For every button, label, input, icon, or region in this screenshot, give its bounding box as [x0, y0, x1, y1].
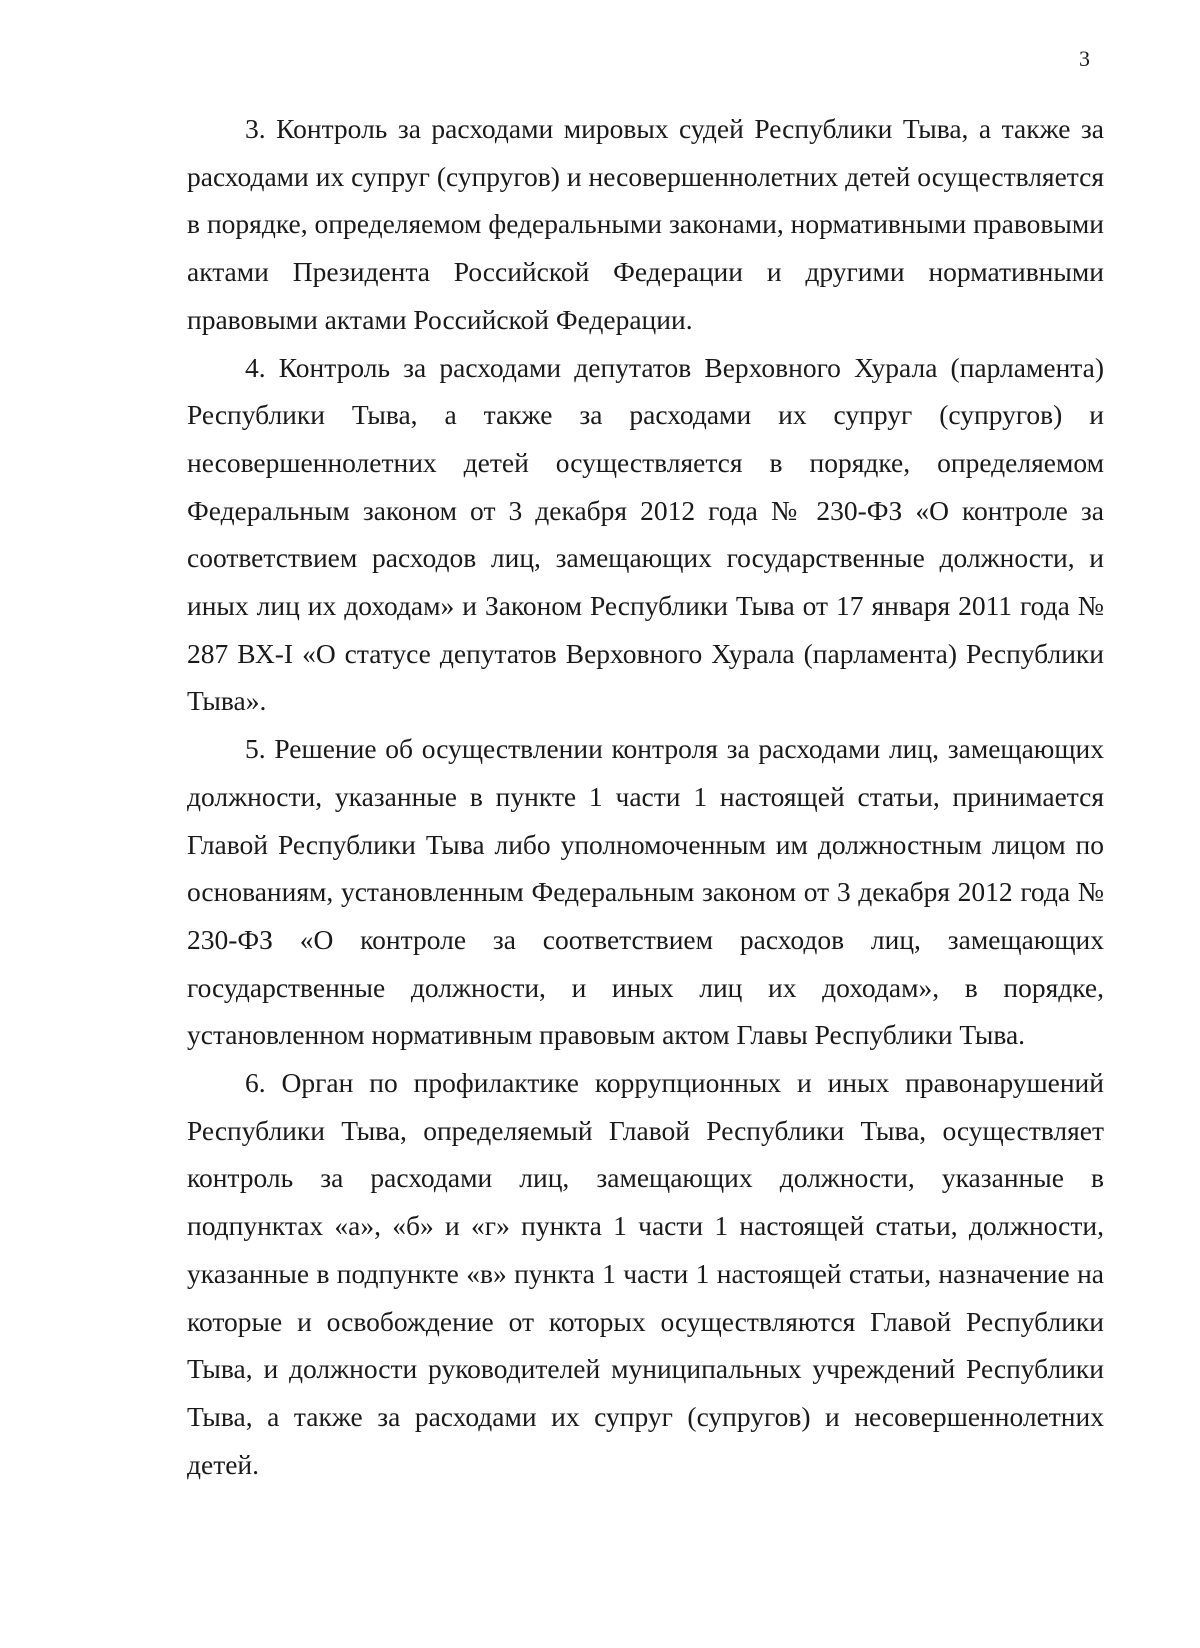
page-number: 3 [1079, 46, 1090, 71]
document-body [187, 105, 1104, 1488]
paragraph-3: 3. Контроль за расходами мировых судей Республики Тыва, а также за расходами их супруг (супругов) и несовершеннолетних детей осуществляется в порядке, определяемом федеральными законами, нормативными правовыми актами Президента Российской Федерации и другими нормативными правовыми актами Российской Федерации. [187, 113, 1104, 335]
paragraph-6: 6. Орган по профилактике коррупционных и иных правонарушений Республики Тыва, определяемый Главой Республики Тыва, осуществляет контроль за расходами лиц, замещающих должности, указанные в подпунктах «а», «б» и «г» пункта 1 части 1 настоящей статьи, должности, указанные в подпункте «в» пункта 1 части 1 настоящей статьи, назначение на которые и освобождение от которых осуществляются Главой Республики Тыва, и должности руководителей муниципальных учреждений Республики Тыва, а также за расходами их супруг (супругов) и несовершеннолетних детей. [187, 1067, 1104, 1480]
paragraph-5: 5. Решение об осуществлении контроля за расходами лиц, замещающих должности, указанные в пункте 1 части 1 настоящей статьи, принимается Главой Республики Тыва либо уполномоченным им должностным лицом по основаниям, установленным Федеральным законом от 3 декабря 2012 года № 230-ФЗ «О контроле за соответствием расходов лиц, замещающих государственные должности, и иных лиц их доходам», в порядке, установленном нормативным правовым актом Главы Республики Тыва. [187, 733, 1104, 1051]
paragraph-4: 4. Контроль за расходами депутатов Верховного Хурала (парламента) Республики Тыва, а также за расходами их супруг (супругов) и несовершеннолетних детей осуществляется в порядке, определяемом Федеральным законом от 3 декабря 2012 года № 230-ФЗ «О контроле за соответствием расходов лиц, замещающих государственные должности, и иных лиц их доходам» и Законом Республики Тыва от 17 января 2011 года № 287 ВХ-I «О статусе депутатов Верховного Хурала (парламента) Республики Тыва». [187, 351, 1104, 717]
